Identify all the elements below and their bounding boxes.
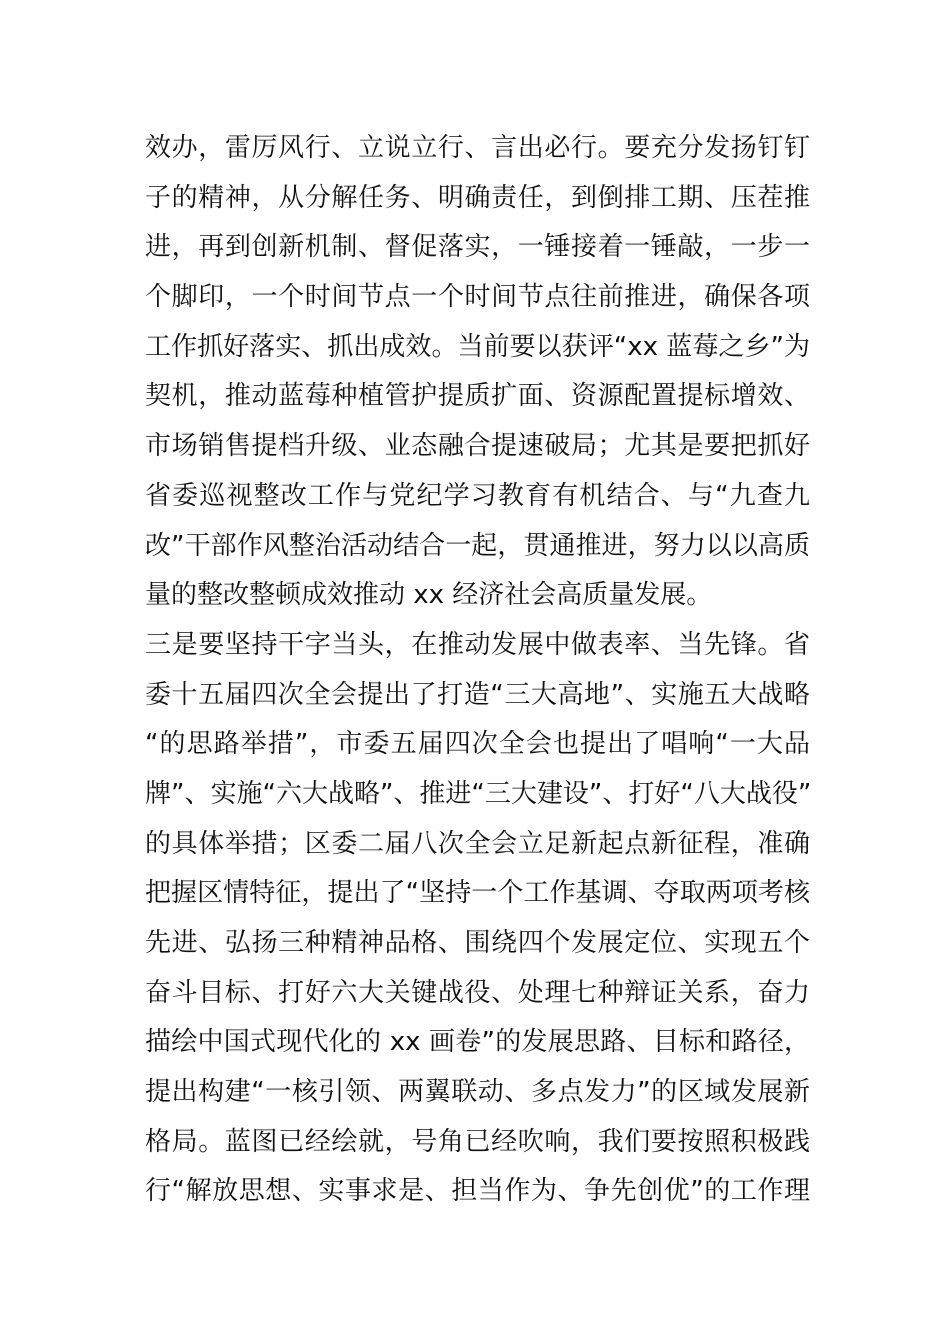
text-line: 子的精神，从分解任务、明确责任，到倒排工期、压茬推 <box>145 182 810 213</box>
text-line: 格局。蓝图已经绘就，号角已经吹响，我们要按照积极践 <box>145 1126 810 1157</box>
text-line: 提出构建“一核引领、两翼联动、多点发力”的区域发展新 <box>145 1077 810 1108</box>
paragraph-end-line: 量的整改整顿成效推动 xx 经济社会高质量发展。 <box>145 580 713 611</box>
text-line: 描绘中国式现代化的 xx 画卷”的发展思路、目标和路径， <box>145 1027 810 1058</box>
text-line: 三是要坚持干字当头，在推动发展中做表率、当先锋。省 <box>145 629 810 660</box>
text-line: 先进、弘扬三种精神品格、围绕四个发展定位、实现五个 <box>145 928 810 958</box>
text-line: 效办，雷厉风行、立说立行、言出必行。要充分发扬钉钉 <box>145 133 810 163</box>
text-line: 契机，推动蓝莓种植管护提质扩面、资源配置提标增效、 <box>145 381 810 412</box>
text-line: 行“解放思想、实事求是、担当作为、争先创优”的工作理 <box>145 1176 810 1207</box>
text-line: “的思路举措”，市委五届四次全会也提出了唱响“一大品 <box>145 729 810 760</box>
text-line: 把握区情特征，提出了“坚持一个工作基调、夺取两项考核 <box>145 878 810 909</box>
body-text <box>145 124 810 1217</box>
text-line: 进，再到创新机制、督促落实，一锤接着一锤敲，一步一 <box>145 232 810 263</box>
text-line: 个脚印，一个时间节点一个时间节点往前推进，确保各项 <box>145 282 810 313</box>
text-line: 改”干部作风整治活动结合一起，贯通推进，努力以以高质 <box>145 530 810 561</box>
text-line: 奋斗目标、打好六大关键战役、处理七种辩证关系，奋力 <box>145 977 810 1008</box>
text-line: 省委巡视整改工作与党纪学习教育有机结合、与“九查九 <box>145 480 810 511</box>
text-line: 工作抓好落实、抓出成效。当前要以获评“xx 蓝莓之乡”为 <box>145 331 810 362</box>
text-line: 市场销售提档升级、业态融合提速破局；尤其是要把抓好 <box>145 431 810 462</box>
text-line: 的具体举措；区委二届八次全会立足新起点新征程，准确 <box>145 828 810 859</box>
text-line: 委十五届四次全会提出了打造“三大高地”、实施五大战略 <box>145 679 810 710</box>
text-line: 牌”、实施“六大战略”、推进“三大建设”、打好“八大战役” <box>145 778 812 809</box>
